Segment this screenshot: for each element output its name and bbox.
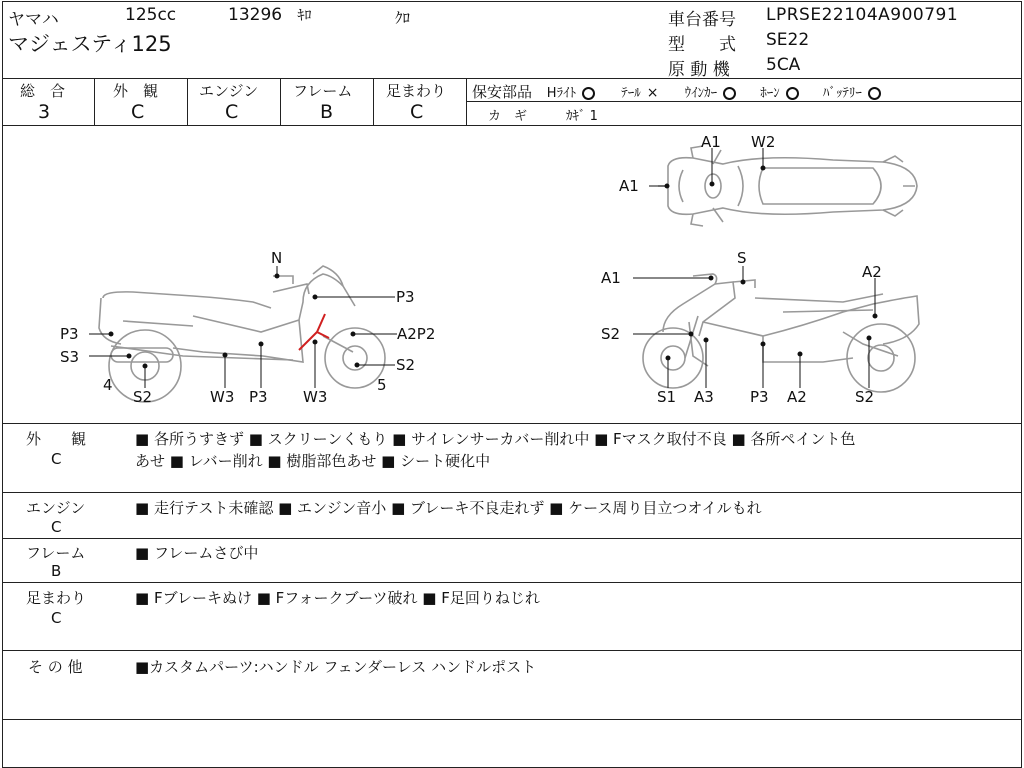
diagram-label: A1 <box>701 133 721 151</box>
damage-diagram <box>3 126 1021 422</box>
remark-label-exterior: 外 観 <box>26 430 87 448</box>
diagram-label: S1 <box>657 388 677 406</box>
mileage-value: 13296 <box>228 5 283 25</box>
remark-line: あせ ■ レバー削れ ■ 樹脂部色あせ ■ シート硬化中 <box>135 452 491 470</box>
grade-value-total: 3 <box>38 101 51 123</box>
remark-line: ■ Fブレーキぬけ ■ Fフォークブーツ破れ ■ F足回りねじれ <box>135 589 540 607</box>
diagram-label: P3 <box>396 288 415 306</box>
remark-label-suspension: 足まわり <box>26 589 87 607</box>
color: ｸﾛ <box>395 9 411 27</box>
divider-r4 <box>2 650 1021 651</box>
diagram-label: S2 <box>133 388 153 406</box>
mileage <box>228 5 312 25</box>
safety-title: 保安部品 <box>472 83 533 101</box>
grade-col-1 <box>94 78 95 125</box>
divider-r5 <box>2 719 1021 720</box>
scooter-left-view <box>99 266 385 402</box>
frame-number: LPRSE22104A900791 <box>766 5 959 25</box>
divider-diagram <box>2 423 1021 424</box>
diagram-label: W3 <box>303 388 328 406</box>
diagram-label: W2 <box>751 133 776 151</box>
remark-grade-frame: B <box>51 562 62 580</box>
safety-item-battery: ﾊﾞｯﾃﾘｰ <box>823 86 881 101</box>
grade-label-frame: フレーム <box>293 82 353 100</box>
diagram-label: A2P2 <box>397 325 436 343</box>
engine-code: 5CA <box>766 55 801 75</box>
grade-value-exterior: C <box>131 101 145 123</box>
frame-number-label: 車台番号 <box>668 10 736 30</box>
diagram-label: 4 <box>103 376 113 394</box>
diagram-label: S2 <box>855 388 875 406</box>
grade-label-engine: エンジン <box>199 82 259 100</box>
diagram-label: S2 <box>601 325 621 343</box>
remark-label-other: そ の 他 <box>28 658 83 676</box>
cross-icon: × <box>646 85 659 101</box>
grade-col-4 <box>373 78 374 125</box>
key-value: ｶｷﾞ 1 <box>566 109 598 124</box>
ok-circle-icon <box>723 87 736 100</box>
diagram-label: S3 <box>60 348 80 366</box>
remark-line: ■ 各所うすきず ■ スクリーンくもり ■ サイレンサーカバー削れ中 ■ Fマスク取付不良 ■ 各所ペイント色 <box>135 430 856 448</box>
ok-circle-icon <box>868 87 881 100</box>
model-code-label: 型 式 <box>668 35 736 55</box>
remark-grade-exterior: C <box>51 450 62 468</box>
remark-label-engine: エンジン <box>26 499 86 517</box>
remark-grade-suspension: C <box>51 609 62 627</box>
grade-label-suspension: 足まわり <box>386 82 447 100</box>
grade-value-frame: B <box>320 101 334 123</box>
scooter-top-view <box>658 146 917 226</box>
divider-r2 <box>2 538 1021 539</box>
grade-col-3 <box>280 78 281 125</box>
displacement: 125cc <box>125 5 177 25</box>
remark-line: ■カスタムパーツ:ハンドル フェンダーレス ハンドルポスト <box>135 658 537 676</box>
divider-header <box>2 78 1021 79</box>
grade-value-engine: C <box>225 101 239 123</box>
diagram-label: P3 <box>750 388 769 406</box>
mileage-unit: ｷﾛ <box>297 8 312 24</box>
safety-item-headlight: Hﾗｲﾄ <box>547 86 599 101</box>
grade-col-2 <box>187 78 188 125</box>
grade-label-total: 総 合 <box>20 82 66 100</box>
diagram-label: S <box>737 249 747 267</box>
diagram-label: A3 <box>694 388 714 406</box>
remark-label-frame: フレーム <box>26 544 86 562</box>
grade-label-exterior: 外 観 <box>113 82 159 100</box>
grade-col-5 <box>466 78 467 125</box>
maker: ヤマハ <box>8 10 59 30</box>
divider-r3 <box>2 582 1021 583</box>
safety-parts <box>472 81 881 102</box>
model-name: マジェスティ125 <box>8 32 172 56</box>
damage-mark-red <box>299 314 329 350</box>
divider-r1 <box>2 492 1021 493</box>
remark-line: ■ 走行テスト未確認 ■ エンジン音小 ■ ブレーキ不良走れず ■ ケース周り目立つオイルもれ <box>135 499 762 517</box>
ok-circle-icon <box>582 87 595 100</box>
scooter-right-view <box>643 274 919 392</box>
diagram-label: A1 <box>619 177 639 195</box>
grade-value-suspension: C <box>410 101 424 123</box>
diagram-label: A2 <box>862 263 882 281</box>
key-label: カ ギ <box>488 109 528 124</box>
diagram-label: A1 <box>601 269 621 287</box>
ok-circle-icon <box>786 87 799 100</box>
diagram-label: W3 <box>210 388 235 406</box>
diagram-label: P3 <box>60 325 79 343</box>
diagram-label: 5 <box>377 376 387 394</box>
remark-line: ■ フレームさび中 <box>135 544 259 562</box>
safety-item-horn: ﾎｰﾝ <box>760 86 803 101</box>
engine-label: 原 動 機 <box>668 60 730 80</box>
remark-grade-engine: C <box>51 518 62 536</box>
diagram-label: S2 <box>396 356 416 374</box>
safety-item-tail: ﾃｰﾙ × <box>621 85 659 101</box>
safety-item-winker: ｳｲﾝｶｰ <box>685 86 741 101</box>
diagram-label: A2 <box>787 388 807 406</box>
diagram-label: P3 <box>249 388 268 406</box>
model-code: SE22 <box>766 30 810 50</box>
diagram-label: N <box>271 249 283 267</box>
